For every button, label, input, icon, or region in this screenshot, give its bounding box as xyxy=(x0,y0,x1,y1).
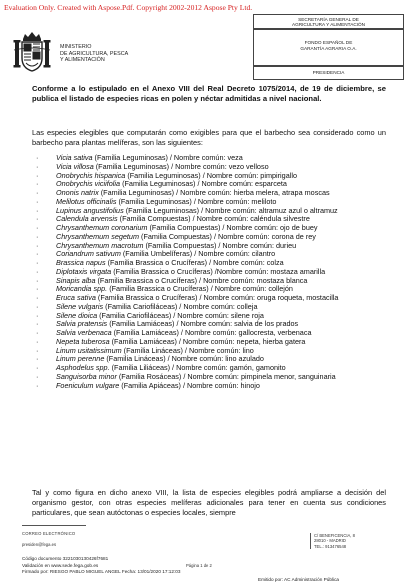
species-details: (Familia Leguminosas) / Nombre común: altramuz azul o altramuz xyxy=(123,205,338,215)
species-scientific-name: Onobrychis hispanica xyxy=(56,170,126,180)
postal-address: C/ BENEFICENCIA, 8 28010 - MADRID TEL.: 913476548 xyxy=(310,533,355,549)
bullet-icon: · xyxy=(36,301,39,311)
bullet-icon: · xyxy=(36,293,39,302)
species-details: (Familia Cariofiláceas) / Nombre común: colleja xyxy=(103,301,258,311)
species-scientific-name: Eruca sativa xyxy=(56,293,96,302)
species-scientific-name: Linum perenne xyxy=(56,354,105,364)
species-details: (Familia Lináceas) / Nombre común: lino xyxy=(121,345,254,355)
bullet-icon: · xyxy=(36,170,39,180)
emitted-by: Emitido por: AC Administración Pública xyxy=(258,577,340,582)
species-scientific-name: Sanguisorba minor xyxy=(56,371,117,381)
species-scientific-name: Sinapis alba xyxy=(56,275,96,285)
species-scientific-name: Silene vulgaris xyxy=(56,301,104,311)
species-scientific-name: Onobrychis viciifolia xyxy=(56,179,121,189)
email-block xyxy=(22,525,102,548)
bullet-icon: · xyxy=(36,161,39,171)
species-scientific-name: Chrysanthemum coronarium xyxy=(56,223,148,232)
email-label: CORREO ELECTRÓNICO xyxy=(22,531,76,536)
species-details: (Familia Cariofiláceas) / Nombre común: silene roja xyxy=(97,310,264,320)
bullet-icon: · xyxy=(36,275,39,285)
bullet-icon: · xyxy=(36,345,39,355)
species-scientific-name: Nepeta tuberosa xyxy=(56,336,110,346)
species-scientific-name: Vicia sativa xyxy=(56,153,93,162)
species-details: (Familia Brassica o Crucíferas) /Nombre común: mostaza amarilla xyxy=(111,266,326,276)
species-scientific-name: Coriandrum sativum xyxy=(56,249,121,259)
bullet-icon: · xyxy=(36,231,39,241)
species-scientific-name: Chrysanthemum macrotum xyxy=(56,240,144,250)
species-details: (Familia Lamiáceas) / Nombre común: salvia de los prados xyxy=(107,319,299,329)
species-scientific-name: Chrysanthemum segetum xyxy=(56,231,140,241)
bullet-icon: · xyxy=(36,223,39,232)
species-scientific-name: Brassica napus xyxy=(56,258,106,267)
header-box-secretaria: SECRETARÍA GENERAL DE AGRICULTURA Y ALIMENTACIÓN xyxy=(253,14,404,29)
document-code: Código documento 3221030130426f7681 xyxy=(22,556,109,561)
species-details: (Familia Leguminosas) / Nombre común: pimpirigallo xyxy=(125,170,297,180)
species-details: (Familia Leguminosas) / Nombre común: hierba melera, atrapa moscas xyxy=(98,188,330,197)
species-details: (Familia Lamiáceas) / Nombre común: nepeta, hierba gatera xyxy=(109,336,306,346)
bullet-icon: · xyxy=(36,284,39,294)
species-scientific-name: Salvia pratensis xyxy=(56,319,108,329)
bullet-icon: · xyxy=(36,363,39,372)
species-details: (Familia Leguminosas) / Nombre común: veza xyxy=(92,153,243,162)
page-number: Página 1 de 2 xyxy=(186,563,212,568)
species-details: (Familia Brassica o Crucíferas) / Nombre común: collejón xyxy=(107,284,293,294)
species-item xyxy=(32,382,386,391)
bullet-icon: · xyxy=(36,205,39,215)
species-scientific-name: Diplotaxis virgata xyxy=(56,266,112,276)
species-details: (Familia Umbelíferas) / Nombre común: cilantro xyxy=(120,249,276,259)
bullet-icon: · xyxy=(36,371,39,381)
coat-of-arms-seal xyxy=(12,30,52,74)
bullet-icon: · xyxy=(36,319,39,329)
bullet-icon: · xyxy=(36,188,39,197)
bullet-icon: · xyxy=(36,258,39,267)
species-scientific-name: Moricandia spp. xyxy=(56,284,108,294)
divider xyxy=(22,525,86,526)
signature-footer xyxy=(22,556,402,576)
species-details: (Familia Brassica o Crucíferas) / Nombre común: colza xyxy=(105,258,284,267)
header-box-fondo: FONDO ESPAÑOL DE GARANTÍA AGRARIA O.A. xyxy=(253,29,404,66)
validation-note: Validación en www.sede.fega.gob.es xyxy=(22,562,99,568)
closing-paragraph: Tal y como figura en dicho anexo VIII, la lista de especies elegibles podrá ampliarse a decisión del organismo gestor, con otras especies melíferas adicionales para tener en cuenta sus condiciones particulares, que sean autóctonas o especies locales, siempre xyxy=(32,488,386,518)
species-details: (Familia Compuestas) / Nombre común: caléndula silvestre xyxy=(117,214,310,224)
bullet-icon: · xyxy=(36,240,39,250)
species-scientific-name: Vicia villosa xyxy=(56,161,94,171)
species-scientific-name: Ononis natrix xyxy=(56,188,99,197)
species-details: (Familia Brassica o Crucíferas) / Nombre común: mostaza blanca xyxy=(95,275,308,285)
species-details: (Familia Compuestas) / Nombre común: corona de rey xyxy=(139,231,316,241)
bullet-icon: · xyxy=(36,310,39,320)
bullet-icon: · xyxy=(36,266,39,276)
species-details: (Familia Lamiáceas) / Nombre común: gallocresta, verbenaca xyxy=(111,328,312,337)
bullet-icon: · xyxy=(36,214,39,224)
species-scientific-name: Melilotus officinalis xyxy=(56,196,117,206)
species-details: (Familia Lináceas) / Nombre común: lino azulado xyxy=(104,354,264,364)
species-scientific-name: Linum usitatissimum xyxy=(56,345,122,355)
header-box-presidencia: PRESIDENCIA xyxy=(253,66,404,80)
bullet-icon: · xyxy=(36,354,39,364)
species-details: (Familia Brassica o Crucíferas) / Nombre común: oruga roqueta, mostacilla xyxy=(95,293,339,302)
species-details: (Familia Rosáceas) / Nombre común: pimpinela menor, sanguinaria xyxy=(116,371,336,381)
bullet-icon: · xyxy=(36,328,39,337)
bullet-icon: · xyxy=(36,380,39,390)
species-details: (Familia Liliáceas) / Nombre común: gamón, gamonito xyxy=(109,363,286,372)
species-scientific-name: Lupinus angustifolius xyxy=(56,205,124,215)
species-details: (Familia Leguminosas) / Nombre común: meliloto xyxy=(116,196,277,206)
signed-by: Firmado por: RIESGO PABLO MIGUEL ANGEL Fecha: 13/01/2020 17:12:03 xyxy=(22,569,181,575)
species-scientific-name: Asphodelus spp. xyxy=(56,363,110,372)
species-scientific-name: Silene dioica xyxy=(56,310,98,320)
species-details: (Familia Leguminosas) / Nombre común: esparceta xyxy=(120,179,287,189)
species-details: (Familia Compuestas) / Nombre común: ojo de buey xyxy=(147,223,318,232)
watermark-text: Evaluation Only. Created with Aspose.Pdf. Copyright 2002-2012 Aspose Pty Ltd. xyxy=(4,3,253,12)
species-list xyxy=(32,154,386,390)
species-details: (Familia Compuestas) / Nombre común: durieu xyxy=(143,240,297,250)
bullet-icon: · xyxy=(36,179,39,189)
species-scientific-name: Foeniculum vulgare xyxy=(56,380,120,390)
email-address: presiden@fega.es xyxy=(22,542,57,548)
bullet-icon: · xyxy=(36,336,39,346)
ministry-name: MINISTERIO DE AGRICULTURA, PESCA Y ALIMENTACIÓN xyxy=(60,44,129,64)
species-details: (Familia Leguminosas) / Nombre común: vezo velloso xyxy=(93,161,269,171)
bullet-icon: · xyxy=(36,196,39,206)
bullet-icon: · xyxy=(36,249,39,259)
intro-paragraph: Conforme a lo estipulado en el Anexo VIII del Real Decreto 1075/2014, de 19 de diciembre, se publica el listado de especies ricas en polen y néctar admitidas a nivel nacional. xyxy=(32,84,386,104)
eligible-species-paragraph: Las especies elegibles que computarán como exigibles para que el barbecho sea considerado como un barbecho para plantas melíferas, son las siguientes: xyxy=(32,128,386,148)
species-scientific-name: Salvia verbenaca xyxy=(56,328,112,337)
bullet-icon: · xyxy=(36,153,39,162)
species-details: (Familia Apiáceas) / Nombre común: hinojo xyxy=(119,380,260,390)
species-scientific-name: Calendula arvensis xyxy=(56,214,118,224)
